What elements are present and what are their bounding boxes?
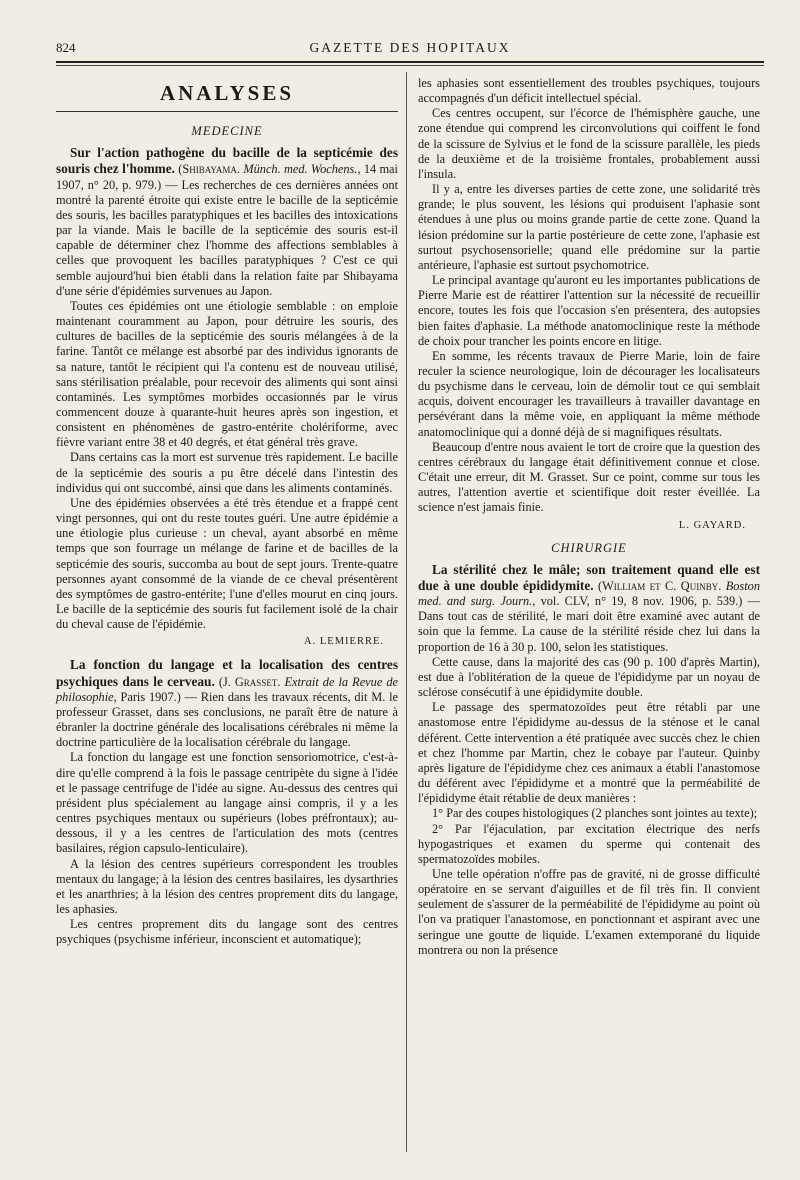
subsection-medecine: MEDECINE <box>191 124 263 139</box>
article-septicemie <box>56 145 398 649</box>
article-author: (J. Grasset. <box>218 674 281 689</box>
paragraph: La fonction du langage est une fonction sensoriomotrice, c'est-à-dire qu'elle comprend à la fois le passage centripète du signe à l'idée et le passage centrifuge de l'idée au signe. Au-dessus des centres qui président plus spécialement au langage ainsi compris, il y a les centres psychiques mentaux ou supérieurs (lobes préfrontaux); au-dessous, il y a les centres de l'articulation des mots (centres basilaires, région capsulo-lenticulaire). <box>56 750 398 856</box>
section-title: ANALYSES <box>159 81 295 105</box>
article-ref: , 14 mai 1907, n° 20, p. 979.) <box>56 162 398 192</box>
subsection-chirurgie: CHIRURGIE <box>551 540 627 555</box>
right-column <box>418 76 760 958</box>
paragraph: Dans certains cas la mort est survenue très rapidement. Le bacille de la septicémie des souris a pu être décelé dans l'intestin des individus qui ont succombé, ainsi que dans les aliments contaminés. <box>56 450 398 495</box>
section-rule <box>56 111 398 112</box>
journal-title: GAZETTE DES HOPITAUX <box>309 40 511 55</box>
page-number: 824 <box>56 40 76 55</box>
article-title: La stérilité chez le mâle; son traitement quand elle est due à une double épididymite. <box>418 561 760 593</box>
article-lead <box>56 145 398 299</box>
left-column <box>56 72 398 947</box>
paragraph: Une telle opération n'offre pas de gravité, ni de grosse difficulté opératoire en se servant d'aiguilles et de fil très fin. Il convient seulement de s'assurer de la perméabilité de l'épididyme au point où l'on va pratiquer l'anastomose, en ponctionnant et aspirant avec une seringue une goutte de liquide. L'examen extemporané du liquide montrera ou non la présence <box>418 866 760 957</box>
paragraph: Cette cause, dans la majorité des cas (90 p. 100 d'après Martin), est due à l'oblitération de la queue de l'épididyme par un noyau de sclérose consécutif à une épididymite double. <box>418 654 760 700</box>
article-lead <box>56 657 398 750</box>
article-source: Extrait de la Revue de philosophie <box>56 674 398 704</box>
article-author: (Shibayama. <box>178 162 241 177</box>
header-rule <box>56 61 764 63</box>
header-rule-thin <box>56 65 764 66</box>
article-source: Münch. med. Wochens. <box>243 162 358 177</box>
paragraph: Une des épidémies observées a été très étendue et a frappé cent vingt personnes, qui ont du reste toutes guéri. Une autre épidémie a une étiologie plus curieuse : un cheval, ayant absorbé en même temps que son fourrage un mélange de farine et de bacilles de la septicémie des souris, succomba au bout de sept jours. Trente-quatre personnes ayant consommé de la viande de ce cheval présentèrent des symptômes de gastro-entérite; l'une d'elles mourut en cinq jours. Le bacille de la septicémie des souris fut facilement isolé de la chair du cheval cause de l'épidémie. <box>56 495 398 632</box>
paragraph: Beaucoup d'entre nous avaient le tort de croire que la question des centres cérébraux du langage était définitivement connue et close. C'était une erreur, dit M. Grasset. Sur ce point, comme sur tous les autres, l'attention avertie et scientifique doit rester éveillée. La science n'est jamais finie. <box>418 439 760 515</box>
paragraph: Ces centres occupent, sur l'écorce de l'hémisphère gauche, une zone étendue qui comprend les circonvolutions qui coiffent le fond de la scissure de Sylvius et le fond de la scissure parallèle, les pieds de la deuxième et de la troisième frontales, probablement aussi l'insula. <box>418 106 760 181</box>
paragraph: Toutes ces épidémies ont une étiologie semblable : on emploie maintenant couramment au Japon, pour détruire les souris, des cultures de bacilles de la septicémie des souris mélangées à de la farine. Tantôt ce mélange est absorbé par des individus ignorants de sa nature, tantôt le récipient qui l'a contenu est de nouveau utilisé, sans stérilisation préalable, pour recevoir des aliments qui sont ainsi contaminés. Les symptômes morbides occasionnés par le virus commencent douze à quarante-huit heures après son ingestion, et consistent en phénomènes de gastro-entérite cholériforme, avec fièvre variant entre 38 et 40 degrés, et état général très grave. <box>56 298 398 450</box>
article-lead-text: — Les recherches de ces dernières années ont montré la parenté étroite qui existe entre le bacille de la septicémie des souris, les bacilles paratyphiques et les bacilles des intoxications par la viande. Mais le bacille de la septicémie des souris est-il capable de déterminer chez l'homme des affections semblables à celles que provoquent les bacilles paratyphiques ? C'est ce qui semble aujourd'hui bien établi dans la relation faite par Shibayama d'une série d'épidémies survenues au Japon. <box>56 177 399 298</box>
paragraph: les aphasies sont essentiellement des troubles psychiques, toujours accompagnés d'un déficit intellectuel spécial. <box>418 76 760 106</box>
article-lead-text: — Rien dans les travaux récents, dit M. le professeur Grasset, dans ses conclusions, ne paraît être de nature à ébranler la doctrine générale des localisations cérébrales ni même la doctrine particulière de la localisation cérébrale du langage. <box>56 689 398 750</box>
article-title: La fonction du langage et la localisation des centres psychiques dans le cerveau. <box>56 657 398 689</box>
article-title: Sur l'action pathogène du bacille de la septicémie des souris chez l'homme. <box>56 145 398 177</box>
article-lead-text: — Dans tout cas de stérilité, le mari doit être examiné avec autant de soin que la femme. La cause de la stérilité réside chez lui dans la proportion de 16 à 30 p. 100, selon les statistiques. <box>418 594 760 654</box>
article-author: (William et C. Quinby. <box>598 579 722 593</box>
article-langage <box>56 657 398 947</box>
paragraph: 1° Par des coupes histologiques (2 planches sont jointes au texte); <box>432 806 758 821</box>
paragraph: Il y a, entre les diverses parties de cette zone, une solidarité très grande; le plus souvent, les lésions qui produisent l'aphasie sont étendues à une plus ou moins grande partie de cette zone. Quand la lésion prédomine sur la partie postérieure de cette zone, l'aphasie est surtout psychosensorielle; quand elle prédomine sur la partie antérieure, l'aphasie est surtout psychomotrice. <box>418 182 760 272</box>
paragraph: Le passage des spermatozoïdes peut être rétabli par une anastomose entre l'épididyme au-dessus de la sténose et le canal déférent. Cette intervention a été pratiquée avec succès chez le chien et chez l'homme par Martin, chez le cobaye par l'auteur. Quinby après ligature de l'épididyme chez ces animaux a établi l'anastomose du déférent avec l'épididyme et a montré que la perméabilité de l'épididyme était rétablie de deux manières : <box>418 700 760 806</box>
column-divider <box>406 72 407 1152</box>
running-head <box>56 40 764 60</box>
paragraph: En somme, les récents travaux de Pierre Marie, loin de faire reculer la science neurologique, loin de décourager les localisateurs du psychisme dans le cerveau, loin de démolir tout ce qui semblait acquis, doivent encourager les travailleurs à travailler davantage en persévérant dans la même voie, en appliquant la même méthode anatomoclinique qui a donné déjà de si magnifiques résultats. <box>418 348 760 439</box>
signature: A. LEMIERRE. <box>304 636 384 648</box>
paragraph: A la lésion des centres supérieurs correspondent les troubles mentaux du langage; à la lésion des centres basilaires, les dysarthries et les anarthries; à la lésion des centres proprement dits du langage, les aphasies. <box>56 856 398 916</box>
article-lead <box>418 562 760 655</box>
article-sterilite <box>418 562 760 958</box>
article-ref: , Paris 1907.) <box>113 689 181 704</box>
article-source: Boston med. and surg. Journ. <box>418 579 760 609</box>
article-ref: , vol. CLV, n° 19, 8 nov. 1906, p. 539.) <box>532 594 743 609</box>
paragraph: Les centres proprement dits du langage sont des centres psychiques (psychisme inférieur, inconscient et automatique); <box>56 917 398 947</box>
paragraph: 2° Par l'éjaculation, par excitation électrique des nerfs hypogastriques et examen du sperme qui contenait des spermatozoïdes mobiles. <box>418 821 760 866</box>
paragraph: Le principal avantage qu'auront eu les importantes publications de Pierre Marie est de réattirer l'attention sur la nécessité de recueillir encore, toutes les fois que l'occasion s'en présentera, des autopsies bien faites d'aphasie. La méthode anatomoclinique reste la méthode de choix pour trancher les points encore en litige. <box>418 273 760 348</box>
signature: L. GAYARD. <box>678 519 746 531</box>
